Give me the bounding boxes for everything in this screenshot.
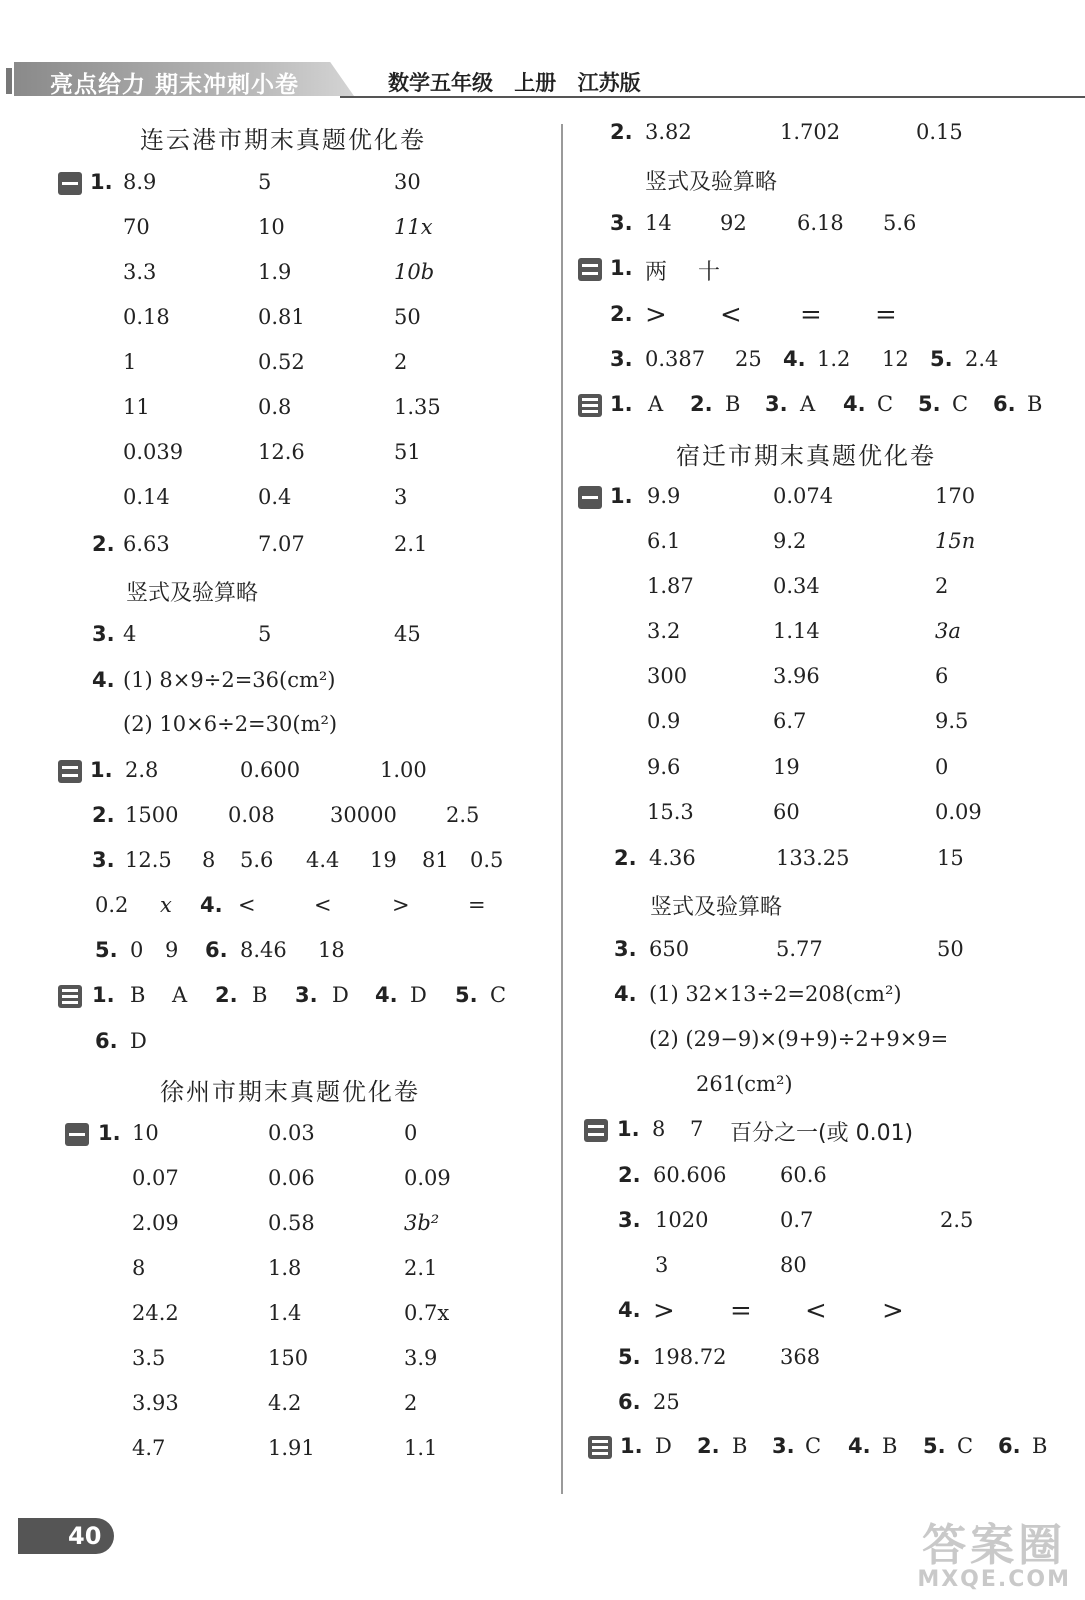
watermark-text: 答案圈: [922, 1520, 1067, 1571]
answer-cell: 300: [647, 664, 688, 688]
answer-cell: 9.9: [647, 484, 681, 508]
part-two-badge: [58, 760, 82, 783]
answer-cell: 25: [653, 1390, 680, 1414]
part-three-badge: [588, 1436, 612, 1459]
answer-cell: 0.15: [916, 120, 963, 144]
part-one-badge: [65, 1123, 89, 1146]
answer-cell: 170: [935, 484, 976, 508]
question-number: 1.: [617, 1117, 640, 1141]
question-number: 2.: [697, 1434, 720, 1458]
answer-cell: B: [1032, 1434, 1048, 1458]
watermark-logo: [917, 1509, 1071, 1592]
header-rule: [340, 96, 1085, 98]
answer-cell: 1.8: [268, 1256, 302, 1280]
answer-cell: 3: [655, 1253, 669, 1277]
answer-cell: 60.606: [653, 1163, 727, 1187]
answer-cell: 9: [165, 938, 179, 962]
answer-cell: 1.702: [780, 120, 841, 144]
answer-cell: =: [800, 300, 822, 330]
answer-cell: 3.3: [123, 260, 157, 284]
answer-cell: 650: [649, 937, 690, 961]
page-number-badge: [18, 1518, 114, 1554]
answer-cell: 0.14: [123, 485, 170, 509]
question-number: 4.: [375, 983, 398, 1007]
question-number: 5.: [918, 392, 941, 416]
page-number: 40: [68, 1522, 102, 1550]
question-number: 6.: [618, 1390, 641, 1414]
question-number: 2.: [92, 532, 115, 556]
answer-cell: D: [332, 983, 349, 1007]
question-number: 4.: [92, 668, 115, 692]
answer-cell: D: [410, 983, 427, 1007]
question-number: 3.: [765, 392, 788, 416]
answer-cell: B: [252, 983, 268, 1007]
answer-cell: 6.18: [797, 211, 844, 235]
answer-cell: 0: [404, 1121, 418, 1145]
answer-cell: 1.00: [380, 758, 427, 782]
part-three-badge: [578, 394, 602, 417]
answer-cell: <: [314, 893, 332, 917]
answer-cell: C: [805, 1434, 822, 1458]
answer-cell: 60: [773, 800, 800, 824]
question-number: 6.: [993, 392, 1016, 416]
question-number: 3.: [92, 848, 115, 872]
answer-cell: 5: [258, 622, 272, 646]
answer-cell: 133.25: [776, 846, 850, 870]
answer-cell: 10: [132, 1121, 159, 1145]
answer-cell: 50: [394, 305, 421, 329]
answer-cell: 0.9: [647, 709, 681, 733]
answer-cell: 11x: [394, 215, 433, 239]
answer-cell: 19: [370, 848, 397, 872]
answer-cell: 3.5: [132, 1346, 166, 1370]
answer-formula: (1) 32×13÷2=208(cm²): [649, 982, 902, 1006]
answer-cell: 60.6: [780, 1163, 827, 1187]
answer-cell: 6: [935, 664, 949, 688]
answer-cell: 15n: [935, 529, 976, 553]
answer-cell: 2: [404, 1391, 418, 1415]
answer-cell: 9.6: [647, 755, 681, 779]
question-number: 1.: [98, 1121, 121, 1145]
answer-cell: 7.07: [258, 532, 305, 556]
answer-cell: 5.6: [240, 848, 274, 872]
answer-cell: 198.72: [653, 1345, 727, 1369]
answer-cell: B: [732, 1434, 748, 1458]
answer-cell: 3.93: [132, 1391, 179, 1415]
answer-cell: 4: [123, 622, 137, 646]
answer-cell: 2.1: [404, 1256, 438, 1280]
answer-cell: 12: [882, 347, 909, 371]
answer-cell: 0.81: [258, 305, 305, 329]
answer-cell: x: [160, 893, 172, 917]
answer-cell: 30000: [330, 803, 397, 827]
answer-cell: 0.18: [123, 305, 170, 329]
answer-cell: 81: [422, 848, 449, 872]
part-one-badge: [58, 172, 82, 195]
part-three-badge: [58, 985, 82, 1008]
answer-cell: >: [392, 893, 410, 917]
answer-cell: 0.2: [95, 893, 129, 917]
answer-cell: 0.58: [268, 1211, 315, 1235]
watermark-url: MXQE.COM: [917, 1567, 1071, 1592]
answer-cell: 8.46: [240, 938, 287, 962]
subject-title: 数学五年级 上册 江苏版: [388, 71, 641, 95]
question-number: 4.: [848, 1434, 871, 1458]
answer-cell: 0.08: [228, 803, 275, 827]
answer-cell: 2: [394, 350, 408, 374]
answer-cell: <: [805, 1296, 827, 1326]
answer-cell: 百分之一(或 0.01): [730, 1121, 914, 1146]
answer-cell: 9.5: [935, 709, 969, 733]
series-title: 亮点给力 期末冲刺小卷: [50, 72, 300, 98]
question-number: 3.: [772, 1434, 795, 1458]
answer-cell: 80: [780, 1253, 807, 1277]
answer-cell: 150: [268, 1346, 309, 1370]
answer-cell: B: [725, 392, 741, 416]
question-number: 6.: [205, 938, 228, 962]
answer-cell: 0.074: [773, 484, 834, 508]
answer-cell: 0: [935, 755, 949, 779]
answer-cell: >: [882, 1296, 904, 1326]
question-number: 3.: [295, 983, 318, 1007]
answer-cell: 3.2: [647, 619, 681, 643]
answer-cell: 1.87: [647, 574, 694, 598]
answer-formula: (2) (29−9)×(9+9)÷2+9×9=: [649, 1027, 949, 1051]
answer-cell: 45: [394, 622, 421, 646]
answer-cell: 3.96: [773, 664, 820, 688]
question-number: 1.: [90, 170, 113, 194]
answer-cell: 1.35: [394, 395, 441, 419]
answer-cell: 两: [645, 260, 668, 285]
answer-cell: 3.9: [404, 1346, 438, 1370]
answer-cell: 0.09: [404, 1166, 451, 1190]
answer-cell: =: [730, 1296, 752, 1326]
answer-cell: 10: [258, 215, 285, 239]
answer-cell: 2.1: [394, 532, 428, 556]
answer-cell: 1.2: [817, 347, 851, 371]
question-number: 2.: [215, 983, 238, 1007]
answer-cell: 0.7x: [404, 1301, 450, 1325]
answer-cell: D: [655, 1434, 672, 1458]
answer-formula: (1) 8×9÷2=36(cm²): [123, 668, 336, 692]
question-number: 3.: [92, 622, 115, 646]
answer-cell: C: [490, 983, 507, 1007]
answer-cell: 1: [123, 350, 137, 374]
answer-cell: =: [875, 300, 897, 330]
answer-cell: 6.7: [773, 709, 807, 733]
answer-cell: 8.9: [123, 170, 157, 194]
answer-cell: 2.09: [132, 1211, 179, 1235]
answer-cell: 14: [645, 211, 672, 235]
answer-cell: 3: [394, 485, 408, 509]
answer-cell: 1500: [125, 803, 179, 827]
answer-cell: 12.5: [125, 848, 172, 872]
answer-cell: 2.5: [446, 803, 480, 827]
answer-cell: 368: [780, 1345, 821, 1369]
part-two-badge: [584, 1119, 608, 1142]
answer-cell: 7: [690, 1117, 704, 1141]
question-number: 2.: [690, 392, 713, 416]
answer-formula: (2) 10×6÷2=30(m²): [123, 712, 338, 736]
answer-cell: 15.3: [647, 800, 694, 824]
answer-cell: 0.52: [258, 350, 305, 374]
answer-cell: 5.77: [776, 937, 823, 961]
note-text: 竖式及验算略: [650, 895, 783, 920]
note-text: 竖式及验算略: [645, 170, 778, 195]
question-number: 3.: [618, 1208, 641, 1232]
answer-cell: 4.36: [649, 846, 696, 870]
answer-cell: 2: [935, 574, 949, 598]
question-number: 3.: [610, 211, 633, 235]
answer-cell: 70: [123, 215, 150, 239]
answer-cell: 0.387: [645, 347, 706, 371]
answer-cell: 1020: [655, 1208, 709, 1232]
answer-cell: 1.1: [404, 1436, 438, 1460]
answer-cell: 0.5: [470, 848, 504, 872]
question-number: 2.: [610, 120, 633, 144]
section-title-suqian: 宿迁市期末真题优化卷: [676, 442, 936, 470]
answer-cell: =: [468, 893, 486, 917]
section-title-xuzhou: 徐州市期末真题优化卷: [160, 1078, 420, 1106]
answer-cell: 24.2: [132, 1301, 179, 1325]
answer-cell: 1.91: [268, 1436, 315, 1460]
answer-cell: 4.2: [268, 1391, 302, 1415]
answer-cell: 1.4: [268, 1301, 302, 1325]
answer-cell: 30: [394, 170, 421, 194]
answer-cell: 0.600: [240, 758, 301, 782]
note-text: 竖式及验算略: [126, 581, 259, 606]
part-one-badge: [578, 486, 602, 509]
question-number: 6.: [95, 1029, 118, 1053]
question-number: 1.: [92, 983, 115, 1007]
question-number: 6.: [998, 1434, 1021, 1458]
question-number: 4.: [783, 347, 806, 371]
answer-cell: 0.7: [780, 1208, 814, 1232]
answer-cell: 4.7: [132, 1436, 166, 1460]
section-title-lianyungang: 连云港市期末真题优化卷: [140, 126, 426, 154]
answer-cell: 0.03: [268, 1121, 315, 1145]
answer-cell: 0.8: [258, 395, 292, 419]
answer-cell: 1.9: [258, 260, 292, 284]
question-number: 2.: [614, 846, 637, 870]
answer-cell: 12.6: [258, 440, 305, 464]
page-header: [0, 56, 1085, 100]
answer-cell: 0.07: [132, 1166, 179, 1190]
answer-cell: 25: [735, 347, 762, 371]
answer-cell: 1.14: [773, 619, 820, 643]
answer-cell: 3.82: [645, 120, 692, 144]
answer-cell: B: [882, 1434, 898, 1458]
answer-cell: >: [645, 300, 667, 330]
question-number: 1.: [90, 758, 113, 782]
answer-cell: 50: [937, 937, 964, 961]
answer-cell: 6.1: [647, 529, 681, 553]
answer-cell: 3b²: [404, 1211, 440, 1235]
answer-cell: 十: [698, 260, 721, 285]
answer-cell: 8: [652, 1117, 666, 1141]
question-number: 3.: [614, 937, 637, 961]
answer-cell: <: [720, 300, 742, 330]
answer-cell: D: [130, 1029, 147, 1053]
answer-cell: B: [130, 983, 146, 1007]
answer-cell: C: [877, 392, 894, 416]
question-number: 1.: [610, 256, 633, 280]
answer-cell: 8: [202, 848, 216, 872]
answer-cell: 2.5: [940, 1208, 974, 1232]
answer-cell: 2.8: [125, 758, 159, 782]
question-number: 5.: [455, 983, 478, 1007]
answer-cell: 3a: [935, 619, 961, 643]
answer-cell: 4.4: [306, 848, 340, 872]
answer-cell: A: [800, 392, 816, 416]
answer-cell: 51: [394, 440, 421, 464]
answer-cell: 0.09: [935, 800, 982, 824]
answer-cell: 19: [773, 755, 800, 779]
question-number: 3.: [610, 347, 633, 371]
column-divider: [561, 124, 563, 1494]
answer-cell: 5: [258, 170, 272, 194]
answer-cell: 9.2: [773, 529, 807, 553]
answer-cell: A: [648, 392, 664, 416]
answer-cell: 0.34: [773, 574, 820, 598]
question-number: 2.: [92, 803, 115, 827]
answer-cell: >: [653, 1296, 675, 1326]
question-number: 1.: [610, 484, 633, 508]
question-number: 4.: [843, 392, 866, 416]
answer-cell: 18: [318, 938, 345, 962]
question-number: 5.: [930, 347, 953, 371]
answer-cell: 0.4: [258, 485, 292, 509]
part-two-badge: [578, 258, 602, 281]
question-number: 5.: [923, 1434, 946, 1458]
answer-cell: 10b: [394, 260, 435, 284]
question-number: 5.: [95, 938, 118, 962]
question-number: 2.: [618, 1163, 641, 1187]
answer-formula: 261(cm²): [696, 1072, 793, 1096]
question-number: 1.: [620, 1434, 643, 1458]
answer-cell: 11: [123, 395, 150, 419]
answer-cell: <: [238, 893, 256, 917]
answer-cell: A: [172, 983, 188, 1007]
question-number: 4.: [618, 1298, 641, 1322]
answer-cell: 8: [132, 1256, 146, 1280]
question-number: 4.: [614, 982, 637, 1006]
answer-cell: 6.63: [123, 532, 170, 556]
question-number: 1.: [610, 392, 633, 416]
answer-cell: B: [1027, 392, 1043, 416]
header-mark: [6, 68, 12, 94]
answer-cell: 0: [130, 938, 144, 962]
answer-cell: 92: [720, 211, 747, 235]
answer-cell: C: [957, 1434, 974, 1458]
answer-cell: 15: [937, 846, 964, 870]
answer-cell: 0.06: [268, 1166, 315, 1190]
answer-cell: 2.4: [965, 347, 999, 371]
question-number: 2.: [610, 302, 633, 326]
answer-cell: 5.6: [883, 211, 917, 235]
question-number: 5.: [618, 1345, 641, 1369]
answer-cell: C: [952, 392, 969, 416]
question-number: 4.: [200, 893, 223, 917]
answer-cell: 0.039: [123, 440, 184, 464]
